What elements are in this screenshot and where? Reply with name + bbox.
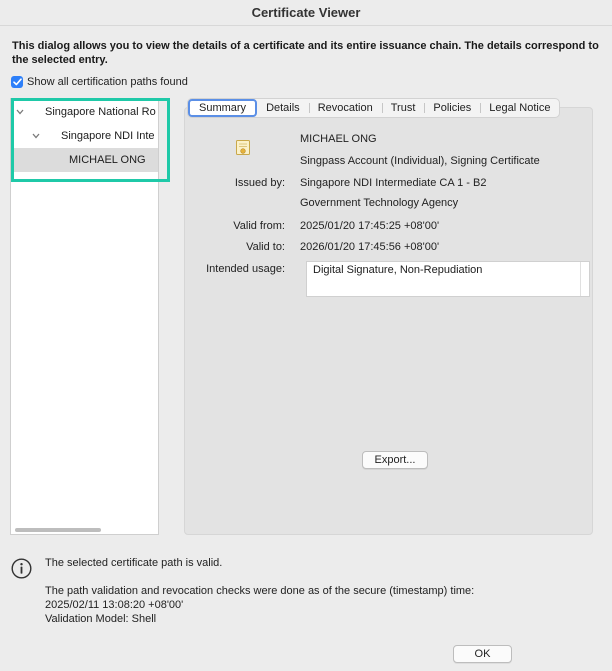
tree-horizontal-scrollbar[interactable]: [11, 525, 158, 534]
tree-item-intermediate[interactable]: [11, 124, 158, 148]
tab-summary[interactable]: Summary: [188, 99, 257, 117]
export-button[interactable]: Export...: [362, 451, 428, 469]
tree-item-leaf[interactable]: [11, 148, 158, 172]
issuer-organization: Government Technology Agency: [300, 197, 459, 209]
validation-model-text: Validation Model: Shell: [45, 613, 157, 625]
valid-to-value: 2026/01/20 17:45:56 +08'00': [300, 241, 440, 253]
tab-trust[interactable]: Trust: [382, 99, 425, 117]
subject-description: Singpass Account (Individual), Signing Certificate: [300, 155, 540, 167]
chevron-down-icon[interactable]: [31, 131, 41, 141]
tree-item-label: MICHAEL ONG: [69, 154, 146, 166]
valid-from-value: 2025/01/20 17:45:25 +08'00': [300, 220, 440, 232]
tree-item-label: Singapore National Ro: [45, 106, 156, 118]
intro-text: This dialog allows you to view the details of a certificate and its entire issuance chain. The details correspond to the selected entry.: [12, 40, 599, 66]
ok-button[interactable]: OK: [453, 645, 512, 663]
issued-by-label: Issued by:: [234, 177, 285, 189]
show-all-paths-label: Show all certification paths found: [27, 76, 188, 88]
certificate-tree[interactable]: [10, 98, 159, 535]
details-panel: [184, 107, 593, 535]
tab-details[interactable]: Details: [266, 102, 300, 114]
valid-to-label: Valid to:: [246, 241, 285, 253]
tab-policies[interactable]: Policies: [424, 99, 480, 117]
show-all-paths-row[interactable]: [11, 75, 188, 89]
validation-time-text: The path validation and revocation checks were done as of the secure (timestamp) time:: [45, 585, 475, 597]
tab-legal-notice[interactable]: Legal Notice: [480, 99, 559, 117]
tree-item-root[interactable]: [11, 100, 158, 124]
path-valid-text: The selected certificate path is valid.: [45, 557, 223, 569]
chevron-down-icon[interactable]: [15, 107, 25, 117]
scrollbar-thumb[interactable]: [15, 528, 101, 532]
window-title: Certificate Viewer: [251, 5, 361, 20]
tab-revocation[interactable]: Revocation: [309, 99, 382, 117]
info-icon: [11, 558, 32, 579]
certificate-icon: [235, 139, 251, 157]
checkmark-icon: [13, 78, 22, 86]
tab-bar: [187, 98, 560, 118]
usage-scroll-divider: [580, 262, 581, 296]
intended-usage-label: Intended usage:: [206, 263, 285, 275]
show-all-paths-checkbox[interactable]: [11, 76, 23, 88]
issued-by-value: Singapore NDI Intermediate CA 1 - B2: [300, 177, 487, 189]
intended-usage-field[interactable]: [306, 261, 590, 297]
validation-timestamp: 2025/02/11 13:08:20 +08'00': [45, 599, 184, 611]
intended-usage-value: Digital Signature, Non-Repudiation: [313, 264, 483, 276]
valid-from-label: Valid from:: [233, 220, 285, 232]
title-bar: [0, 0, 612, 26]
subject-name: MICHAEL ONG: [300, 133, 377, 145]
tree-item-label: Singapore NDI Inte: [61, 130, 155, 142]
